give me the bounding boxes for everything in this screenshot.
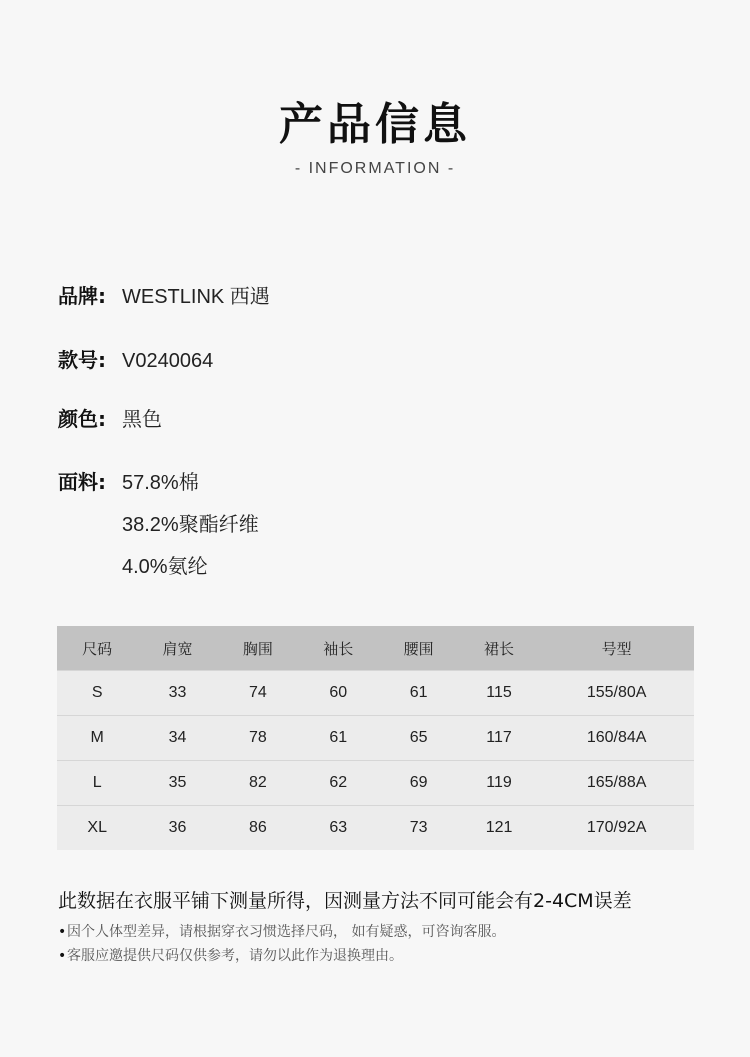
table-cell: L [57,761,137,806]
size-chart-table [57,626,694,850]
table-cell: 61 [379,671,459,716]
table-cell: 34 [137,716,217,761]
table-cell: S [57,671,137,716]
note-text: 客服应邀提供尺码仅供参考，请勿以此作为退换理由。 [67,948,403,964]
header-shoulder: 肩宽 [137,626,217,671]
table-cell: 69 [379,761,459,806]
table-cell: 165/88A [539,761,694,806]
table-cell: 63 [298,806,378,851]
style-number-value: V0240064 [122,350,214,372]
page-subtitle: - INFORMATION - [294,160,456,177]
table-cell: 119 [459,761,539,806]
brand-value: WESTLINK 西遇 [122,286,270,308]
fabric-label: 面料: [58,470,106,494]
header-skirt-length: 裙长 [459,626,539,671]
table-cell: 73 [379,806,459,851]
table-cell: 160/84A [539,716,694,761]
table-cell: 78 [218,716,298,761]
color-label: 颜色: [58,407,106,431]
page-title: 产品信息 [279,99,471,150]
note-text: 因个人体型差异，请根据穿衣习惯选择尺码， 如有疑惑，可咨询客服。 [67,924,506,940]
measurement-disclaimer: 此数据在衣服平铺下测量所得，因测量方法不同可能会有2-4CM误差 [58,890,632,912]
table-cell: 86 [218,806,298,851]
header-size: 尺码 [57,626,137,671]
fabric-row [58,466,199,495]
fabric-value-1: 57.8%棉 [122,472,199,494]
table-cell: 36 [137,806,217,851]
brand-label: 品牌: [58,284,106,308]
table-cell: 74 [218,671,298,716]
table-cell: 155/80A [539,671,694,716]
table-cell: 82 [218,761,298,806]
table-cell: 121 [459,806,539,851]
style-number-row [58,344,213,373]
table-cell: 62 [298,761,378,806]
note-item [58,921,505,941]
style-number-label: 款号: [58,348,106,372]
color-value: 黑色 [122,409,162,431]
bullet-icon: • [58,924,67,940]
brand-row [58,280,270,309]
table-row [57,761,694,806]
size-table-header-row [57,626,694,671]
table-row [57,671,694,716]
note-item [58,945,403,965]
table-cell: XL [57,806,137,851]
table-row [57,716,694,761]
fabric-value-2: 38.2%聚酯纤维 [122,514,259,536]
header-fit-code: 号型 [539,626,694,671]
table-cell: 170/92A [539,806,694,851]
header-waist: 腰围 [379,626,459,671]
color-row [58,403,162,432]
header-sleeve: 袖长 [298,626,378,671]
bullet-icon: • [58,948,67,964]
fabric-value-3: 4.0%氨纶 [122,556,208,578]
table-cell: 115 [459,671,539,716]
header-bust: 胸围 [218,626,298,671]
table-cell: 33 [137,671,217,716]
table-cell: 65 [379,716,459,761]
table-cell: 35 [137,761,217,806]
table-cell: 117 [459,716,539,761]
table-cell: 60 [298,671,378,716]
table-cell: 61 [298,716,378,761]
table-row [57,806,694,851]
table-cell: M [57,716,137,761]
